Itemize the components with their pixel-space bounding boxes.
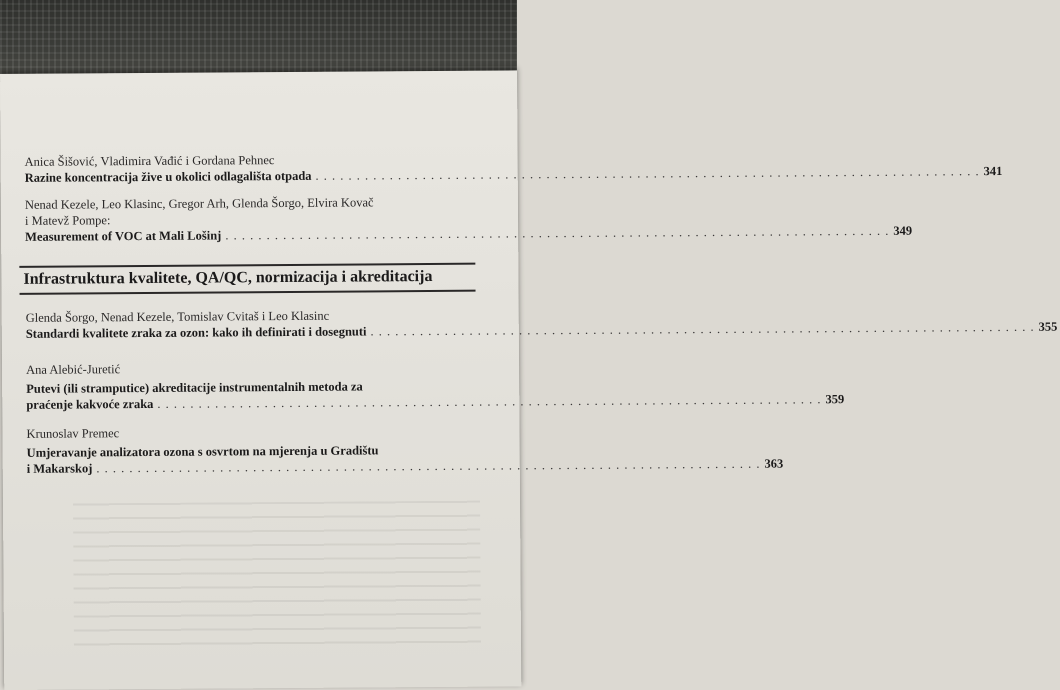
entry-title: i Makarskoj: [26, 461, 93, 476]
entry-title-line[interactable]: [25, 319, 1058, 342]
toc-entry: [24, 151, 1003, 186]
entry-title: Measurement of VOC at Mali Lošinj: [25, 228, 222, 244]
section-bottom-rule: [20, 290, 476, 295]
entry-authors: Anica Šišović, Vladimira Vađić i Gordana Pehnec: [24, 153, 275, 169]
entry-authors-continued: i Matevž Pompe:: [24, 213, 111, 228]
entry-title-line[interactable]: [25, 223, 913, 245]
section-heading: Infrastruktura kvalitete, QA/QC, normizacija i akreditacija: [23, 267, 433, 288]
dot-leader: . . . . . . . . . . . . . . . . . . . . . . . . . . . . . . . . . . . . . . . . . . . . . . . . . . . . . . . . . . . . . . . . . . . . . . . . . . . . . . . . .: [370, 319, 1035, 339]
entry-title: praćenje kakvoće zraka: [26, 396, 154, 412]
entry-authors: Nenad Kezele, Leo Klasinc, Gregor Arh, Glenda Šorgo, Elvira Kovač: [24, 195, 374, 212]
toc-page: [0, 70, 1058, 690]
dot-leader: . . . . . . . . . . . . . . . . . . . . . . . . . . . . . . . . . . . . . . . . . . . . . . . . . . . . . . . . . . . . . . . . . . . . . . . . . . . . . . . . .: [96, 456, 761, 476]
entry-authors: Glenda Šorgo, Nenad Kezele, Tomislav Cvitaš i Leo Klasinc: [25, 308, 330, 325]
dot-leader: . . . . . . . . . . . . . . . . . . . . . . . . . . . . . . . . . . . . . . . . . . . . . . . . . . . . . . . . . . . . . . . . . . . . . . . . . . . . . . . . .: [157, 392, 822, 411]
entry-page-number: 355: [1038, 319, 1058, 334]
entry-authors: Krunoslav Premec: [26, 426, 120, 441]
entry-page-number: 349: [893, 223, 913, 238]
entry-page-number: 341: [983, 164, 1003, 179]
dot-leader: . . . . . . . . . . . . . . . . . . . . . . . . . . . . . . . . . . . . . . . . . . . . . . . . . . . . . . . . . . . . . . . . . . . . . . . . . . . . . . . . .: [315, 164, 980, 183]
bleed-through-text: [73, 501, 481, 654]
entry-title-line[interactable]: [26, 456, 784, 477]
entry-title-first-line[interactable]: Putevi (ili stramputice) akreditacije instrumentalnih metoda za: [26, 379, 363, 396]
dot-leader: . . . . . . . . . . . . . . . . . . . . . . . . . . . . . . . . . . . . . . . . . . . . . . . . . . . . . . . . . . . . . . . . . . . . . . . . . . . . . . . . .: [225, 223, 890, 243]
entry-title-first-line[interactable]: Umjeravanje analizatora ozona s osvrtom na mjerenja u Gradištu: [26, 443, 379, 460]
entry-title-line[interactable]: [26, 392, 845, 413]
entry-authors: Ana Alebić-Juretić: [26, 362, 121, 377]
toc-entry: [25, 307, 1058, 342]
entry-title: Standardi kvalitete zraka za ozon: kako ih definirati i dosegnuti: [25, 324, 367, 341]
toc-entry: [26, 423, 784, 477]
toc-entry: [26, 359, 845, 413]
entry-title-line[interactable]: [24, 164, 1003, 186]
entry-title: Razine koncentracija žive u okolici odlagališta otpada: [24, 168, 312, 185]
entry-page-number: 359: [825, 392, 845, 407]
entry-page-number: 363: [764, 456, 784, 471]
toc-entry: [24, 194, 913, 245]
table-surface: [0, 0, 517, 82]
